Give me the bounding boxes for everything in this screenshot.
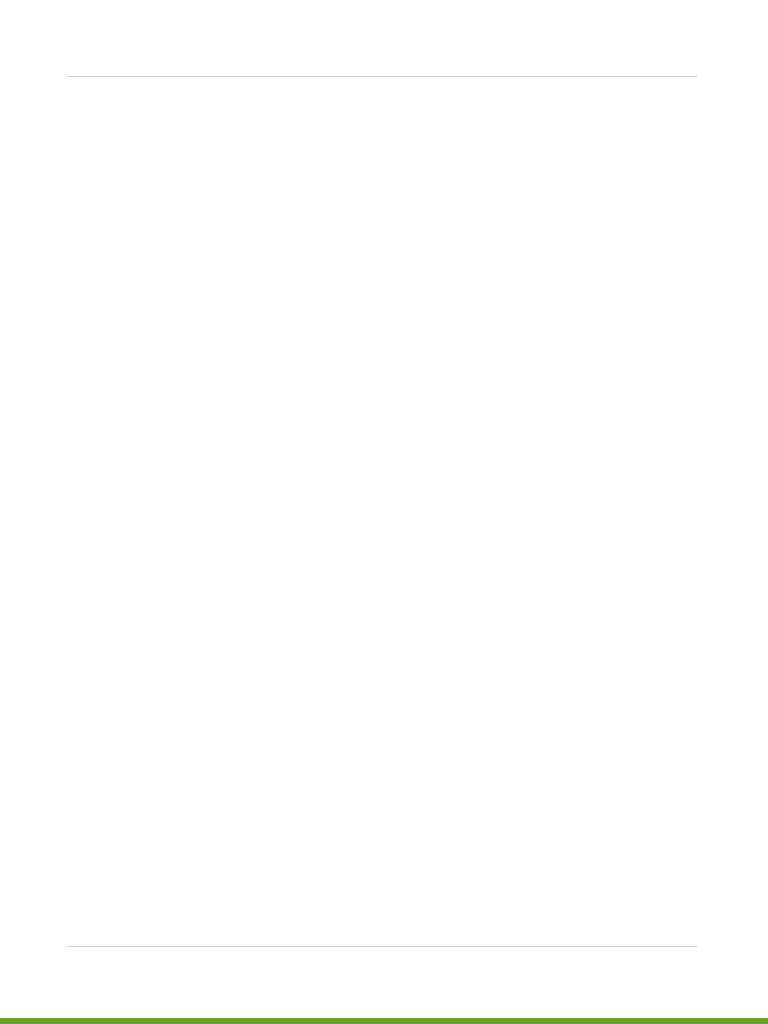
- header-divider: [67, 76, 697, 77]
- footer-divider: [67, 946, 697, 947]
- decorative-dots-top: [618, 0, 768, 95]
- bottom-accent-bar: [0, 1018, 768, 1024]
- decorative-dots-bottom: [0, 895, 140, 1020]
